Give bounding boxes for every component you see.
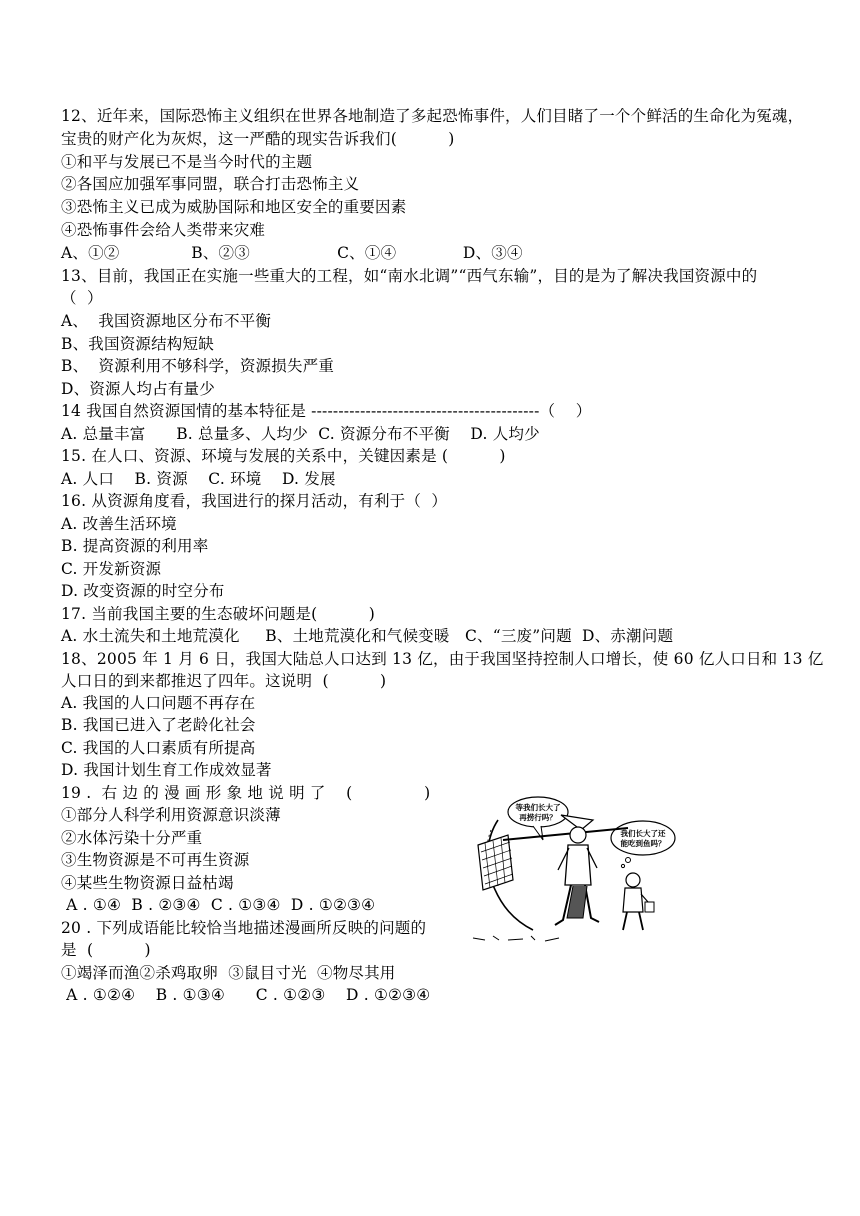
q19-options: A . ①④ B . ②③④ C . ①③④ D . ①②③④ bbox=[61, 896, 376, 914]
q14-options: A. 总量丰富 B. 总量多、人均少 C. 资源分布不平衡 D. 人均少 bbox=[61, 425, 540, 443]
fishing-pole bbox=[503, 828, 628, 840]
q15-stem: 15. 在人口、资源、环境与发展的关系中，关键因素是 ( ) bbox=[61, 447, 506, 465]
q12-item1: ①和平与发展已不是当今时代的主题 bbox=[61, 153, 313, 171]
q16-stem: 16. 从资源角度看，我国进行的探月活动，有利于（ ） bbox=[61, 492, 448, 510]
q12-stem-line2: 宝贵的财产化为灰烬，这一严酷的现实告诉我们( ) bbox=[61, 130, 455, 148]
q20-stem-line2: 是 ( ) bbox=[61, 941, 151, 959]
q12-stem-line1: 12、近年来，国际恐怖主义组织在世界各地制造了多起恐怖事件，人们目睹了一个个鲜活的生命化为冤魂， bbox=[61, 107, 804, 125]
q18-stem-line1: 18、2005 年 1 月 6 日，我国大陆总人口达到 13 亿，由于我国坚持控制人口增长，使 60 亿人口日和 13 亿 bbox=[61, 650, 824, 668]
q19-item2: ②水体污染十分严重 bbox=[61, 829, 203, 847]
q16-option-c: C. 开发新资源 bbox=[61, 560, 162, 578]
q20-options: A . ①②④ B . ①③④ C . ①②③ D . ①②③④ bbox=[61, 986, 431, 1004]
q15-options: A. 人口 B. 资源 C. 环境 D. 发展 bbox=[61, 470, 336, 488]
q16-option-d: D. 改变资源的时空分布 bbox=[61, 582, 225, 600]
q16-option-a: A. 改善生活环境 bbox=[61, 515, 177, 533]
adult-bubble-line1: 等我们长大了 bbox=[515, 803, 561, 812]
q13-option-b: B、我国资源结构短缺 bbox=[61, 335, 214, 353]
q18-option-a: A. 我国的人口问题不再存在 bbox=[61, 694, 256, 712]
fishing-cartoon bbox=[463, 790, 678, 950]
adult-bubble-line2: 再捞行吗？ bbox=[519, 813, 557, 822]
q20-items: ①竭泽而渔②杀鸡取卵 ③鼠目寸光 ④物尽其用 bbox=[61, 964, 396, 982]
q19-item1: ①部分人科学利用资源意识淡薄 bbox=[61, 806, 281, 824]
q16-option-b: B. 提高资源的利用率 bbox=[61, 537, 209, 555]
q20-stem-line1: 20 . 下列成语能比较恰当地描述漫画所反映的问题的 bbox=[61, 919, 427, 937]
q13-option-a: A、 我国资源地区分布不平衡 bbox=[61, 312, 272, 330]
q13-option-d: D、资源人均占有量少 bbox=[61, 380, 215, 398]
adult-speech-bubble bbox=[508, 797, 568, 840]
fishing-net bbox=[478, 835, 513, 890]
q12-item3: ③恐怖主义已成为威胁国际和地区安全的重要因素 bbox=[61, 198, 407, 216]
q17-stem: 17. 当前我国主要的生态破坏问题是( ) bbox=[61, 605, 375, 623]
q18-option-d: D. 我国计划生育工作成效显著 bbox=[61, 761, 272, 779]
q13-stem-line1: 13、目前，我国正在实施一些重大的工程，如“南水北调”“西气东输”，目的是为了解决我国资源中的 bbox=[61, 267, 758, 285]
child-bubble-line2: 能吃到鱼吗？ bbox=[620, 839, 666, 848]
q13-stem-line2: （ ） bbox=[61, 289, 103, 307]
q13-option-c: B、 资源利用不够科学，资源损失严重 bbox=[61, 357, 335, 375]
q18-option-c: C. 我国的人口素质有所提高 bbox=[61, 739, 256, 757]
child-bubble-line1: 我们长大了还 bbox=[620, 829, 666, 838]
child-figure bbox=[623, 873, 654, 930]
q19-item4: ④某些生物资源日益枯竭 bbox=[61, 874, 234, 892]
q12-item4: ④恐怖事件会给人类带来灾难 bbox=[61, 221, 266, 239]
q18-stem-line2: 人口日的到来都推迟了四年。这说明 ( ) bbox=[61, 672, 387, 690]
q17-options: A. 水土流失和土地荒漠化 B、土地荒漠化和气候变暖 C、“三废”问题 D、赤潮问题 bbox=[61, 627, 674, 645]
q18-option-b: B. 我国已进入了老龄化社会 bbox=[61, 716, 256, 734]
q12-item2: ②各国应加强军事同盟，联合打击恐怖主义 bbox=[61, 175, 360, 193]
q19-stem: 19 . 右 边 的 漫 画 形 象 地 说 明 了 ( ) bbox=[61, 784, 431, 802]
q12-options: A、①② B、②③ C、①④ D、③④ bbox=[61, 244, 523, 262]
q14-stem: 14 我国自然资源国情的基本特征是 ------------------------------------------（ ） bbox=[61, 402, 592, 420]
q19-item3: ③生物资源是不可再生资源 bbox=[61, 851, 250, 869]
